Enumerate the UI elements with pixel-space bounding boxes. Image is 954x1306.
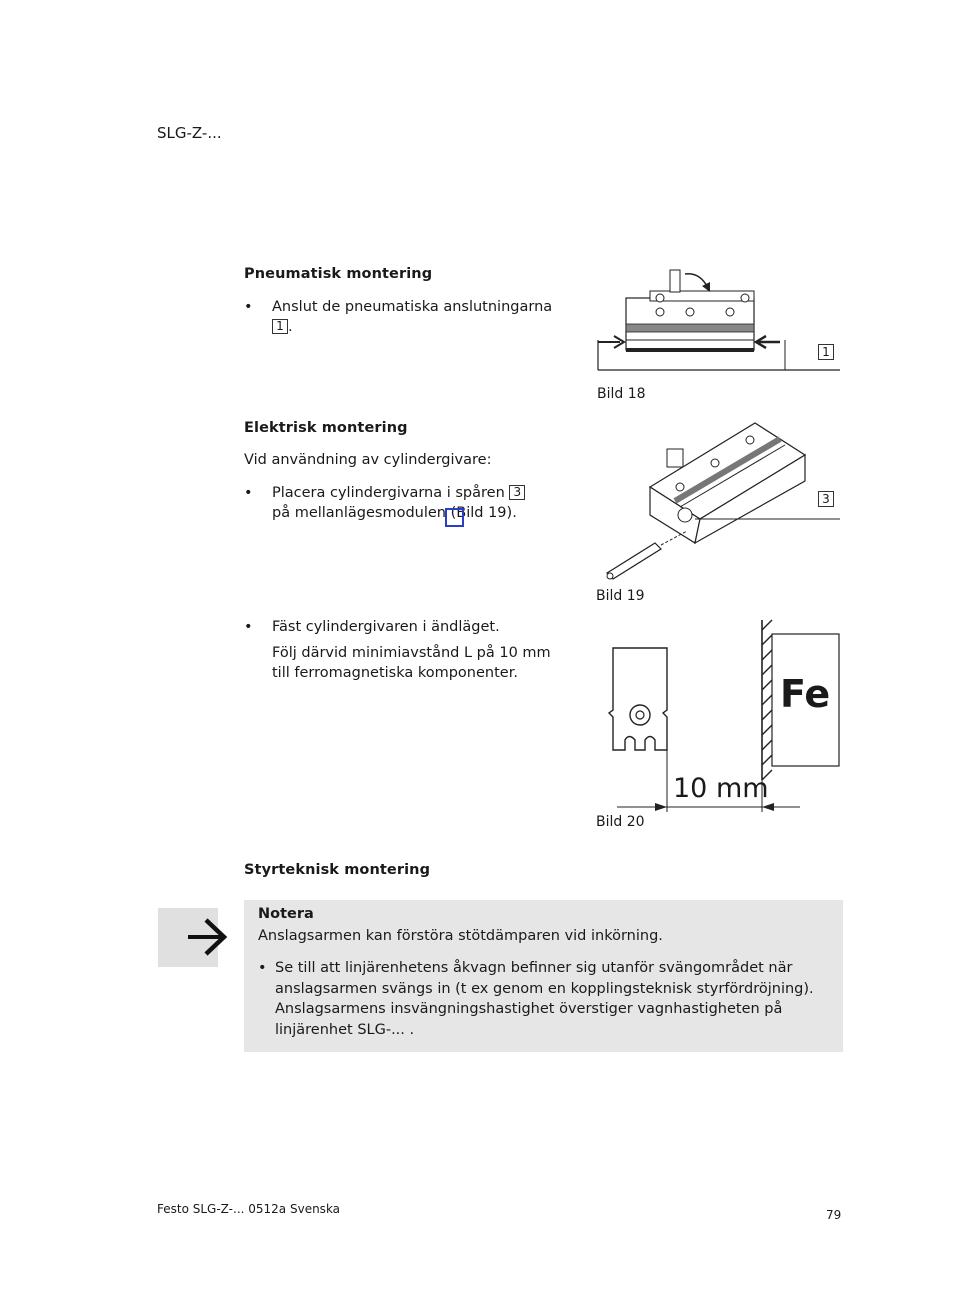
- bullet-pneumatic: [244, 297, 564, 341]
- bullet-marker: •: [244, 485, 253, 501]
- note-icon-box: [158, 908, 218, 967]
- bullet-pneumatic-text: Anslut de pneumatiska anslutningarna: [272, 299, 553, 315]
- note-title: Notera: [258, 906, 314, 922]
- note-bullet-line2: anslagsarmen svängs in (t ex genom en kopplingsteknisk styrfördröjning).: [275, 980, 814, 997]
- bullet-electric-1: [244, 483, 564, 527]
- electric-intro: Vid användning av cylindergivare:: [244, 452, 492, 468]
- bullet-electric-2: [244, 617, 564, 687]
- note-box: [244, 900, 843, 1052]
- arrow-right-icon: [158, 908, 218, 967]
- fe-label: Fe: [780, 672, 831, 716]
- distance-label: 10 mm: [673, 773, 769, 804]
- figure-20-caption: Bild 20: [596, 814, 645, 830]
- bullet-marker: •: [244, 299, 253, 315]
- ref-1-box: 1: [272, 319, 288, 334]
- heading-pneumatic: Pneumatisk montering: [244, 266, 433, 282]
- bullet-marker: •: [244, 619, 253, 635]
- note-bullet-line4: linjärenhet SLG-... .: [275, 1021, 415, 1038]
- figure-18-drawing: [590, 262, 850, 382]
- note-bullet-marker: •: [258, 960, 267, 976]
- selection-highlight: [445, 508, 464, 527]
- bullet-end: .: [288, 319, 293, 335]
- heading-electric: Elektrisk montering: [244, 420, 408, 436]
- figure-18-caption: Bild 18: [597, 386, 646, 402]
- figure-19-drawing: [595, 415, 855, 585]
- running-header: SLG-Z-...: [157, 124, 222, 142]
- footer-left: Festo SLG-Z-... 0512a Svenska: [157, 1202, 341, 1216]
- ref-3-box: 3: [509, 485, 525, 500]
- figure-19-label: 3: [818, 491, 834, 507]
- note-bullet-line3: Anslagsarmens insvängningshastighet överstiger vagnhastigheten på: [275, 1001, 783, 1017]
- bullet-electric-2-sub2: till ferromagnetiska komponenter.: [272, 665, 518, 681]
- bullet-electric-2-line1: Fäst cylindergivaren i ändläget.: [272, 619, 500, 635]
- page-number: 79: [826, 1208, 842, 1222]
- bullet-electric-1-line2: på mellanlägesmodulen (Bild 19).: [272, 505, 517, 521]
- note-bullet-line1: Se till att linjärenhetens åkvagn befinner sig utanför svängområdet när: [275, 960, 793, 976]
- note-text: Anslagsarmen kan förstöra stötdämparen vid inkörning.: [258, 928, 663, 944]
- bullet-electric-1-line1: Placera cylindergivarna i spåren: [272, 485, 505, 501]
- figure-18-label: 1: [818, 344, 834, 360]
- heading-control: Styrteknisk montering: [244, 862, 431, 878]
- figure-19-caption: Bild 19: [596, 588, 645, 604]
- bullet-electric-2-sub1: Följ därvid minimiavstånd L på 10 mm: [272, 645, 551, 661]
